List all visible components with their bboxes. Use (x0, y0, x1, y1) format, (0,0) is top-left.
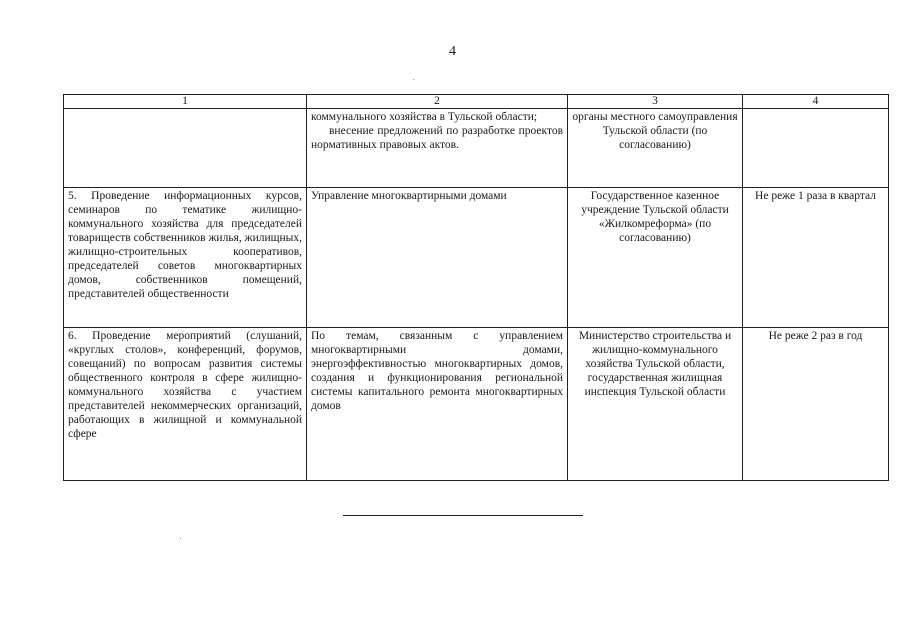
table-row (64, 109, 889, 188)
page-number: 4 (449, 44, 456, 59)
scan-speck (180, 538, 181, 539)
cell-col3: органы местного самоуправления Тульской области (по согласованию) (568, 109, 743, 188)
cell-empty (64, 109, 307, 188)
cell-col4: Не реже 2 раз в год (743, 328, 889, 481)
column-header-2: 2 (307, 95, 568, 109)
cell-col2: По темам, связанным с управлением многоквартирными домами, энергоэффективностью многоквартирных домов, создания и функционирования региональной системы капитального ремонта многоквартирных домов (307, 328, 568, 481)
cell-col3: Министерство строительства и жилищно-коммунального хозяйства Тульской области, государственная жилищная инспекция Тульской области (568, 328, 743, 481)
cell-col2: Управление многоквартирными домами (307, 188, 568, 328)
cell-col2 (307, 109, 568, 188)
column-header-4: 4 (743, 95, 889, 109)
table-row (64, 328, 889, 481)
column-header-3: 3 (568, 95, 743, 109)
table-row (64, 188, 889, 328)
scan-speck (413, 79, 414, 80)
cell-col1: 6. Проведение мероприятий (слушаний, «круглых столов», конференций, форумов, совещаний) по вопросам развития системы общественного контроля в сфере жилищно-коммунального хозяйства с участием представителей некоммерческих организаций, работающих в жилищной и коммунальной сфере (64, 328, 307, 481)
cell-col1: 5. Проведение информационных курсов, семинаров по тематике жилищно-коммунального хозяйства для председателей товариществ собственников жилья, жилищных, жилищно-строительных кооперативов, председателей советов многоквартирных домов, собственников помещений, представителей общественности (64, 188, 307, 328)
column-header-1: 1 (64, 95, 307, 109)
cell-text: коммунального хозяйства в Тульской области; (311, 111, 538, 123)
separator-line (343, 515, 583, 516)
cell-text: внесение предложений по разработке проектов нормативных правовых актов. (311, 125, 563, 151)
table-header-row (64, 95, 889, 109)
cell-col3: Государственное казенное учреждение Тульской области «Жилкомреформа» (по согласованию) (568, 188, 743, 328)
cell-empty (743, 109, 889, 188)
activities-table (63, 94, 889, 481)
cell-col4: Не реже 1 раза в квартал (743, 188, 889, 328)
